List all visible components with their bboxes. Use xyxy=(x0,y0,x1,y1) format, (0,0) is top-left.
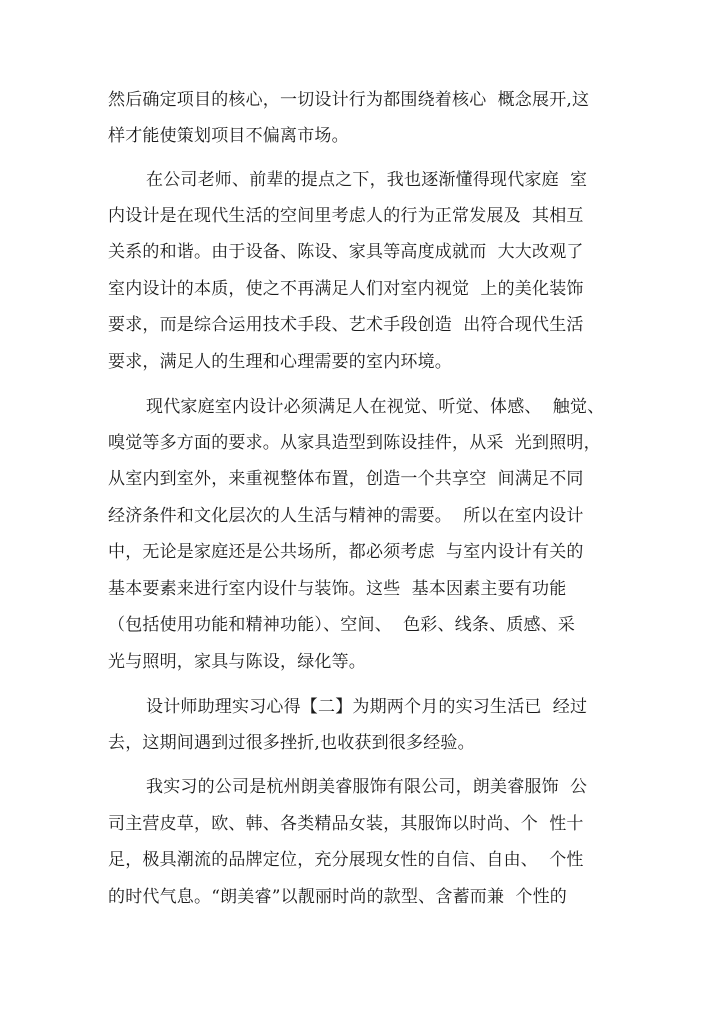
paragraph-start-line: 我实习的公司是杭州朗美睿服饰有限公司，朗美睿服饰 公 xyxy=(146,777,588,797)
text-line: 足，极具潮流的品牌定位，充分展现女性的自信、自由、 个性 xyxy=(108,850,584,870)
text-line: 经济条件和文化层次的人生活与精神的需要。 所以在室内设计 xyxy=(108,506,584,526)
text-line: 光与照明，家具与陈设，绿化等。 xyxy=(108,652,366,672)
paragraph-start-line: 在公司老师、前辈的提点之下，我也逐渐懂得现代家庭 室 xyxy=(146,170,588,190)
text-line: 从室内到室外，来重视整体布置，创造一个共享空 间满足不同 xyxy=(108,469,584,489)
text-line: 的时代气息。“朗美睿”以靓丽时尚的款型、含蓄而兼 个性的 xyxy=(108,887,567,907)
text-line: 司主营皮草，欧、韩、各类精品女装，其服饰以时尚、个 性十 xyxy=(108,814,584,834)
text-line: 样才能使策划项目不偏离市场。 xyxy=(108,126,349,146)
text-line: 嗅觉等多方面的要求。从家具造型到陈设挂件，从采 光到照明， xyxy=(108,433,601,453)
paragraph-start-line: 现代家庭室内设计必须满足人在视觉、听觉、体感、 触觉、 xyxy=(146,397,605,417)
text-line: （包括使用功能和精神功能）、空间、 色彩、线条、质感、采 xyxy=(108,615,576,635)
paragraph-start-line: 设计师助理实习心得【二】为期两个月的实习生活已 经过 xyxy=(146,697,588,717)
text-line: 室内设计的本质，使之不再满足人们对室内视觉 上的美化装饰 xyxy=(108,279,584,299)
text-line: 要求，满足人的生理和心理需要的室内环境。 xyxy=(108,352,452,372)
text-line: 基本要素来进行室内设什与装饰。这些 基本因素主要有功能 xyxy=(108,579,567,599)
text-line: 要求，而是综合运用技术手段、艺术手段创造 出符合现代生活 xyxy=(108,315,584,335)
text-line: 去，这期间遇到过很多挫折,也收获到很多经验。 xyxy=(108,733,475,753)
text-line: 关系的和谐。由于设备、陈设、家具等高度成就而 大大改观了 xyxy=(108,242,584,262)
text-line: 然后确定项目的核心，一切设计行为都围绕着核心 概念展开,这 xyxy=(108,90,590,110)
text-line: 中，无论是家庭还是公共场所，都必须考虑 与室内设计有关的 xyxy=(108,542,584,562)
text-line: 内设计是在现代生活的空间里考虑人的行为正常发展及 其相互 xyxy=(108,206,584,226)
